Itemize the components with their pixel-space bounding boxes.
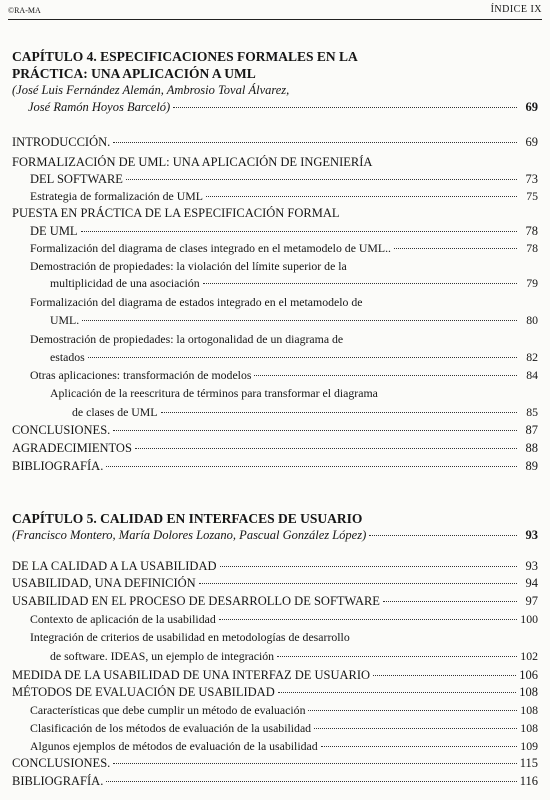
toc-entry[interactable] [30,171,538,188]
leader-dots [369,535,517,536]
toc-entry-page: 88 [525,441,538,455]
toc-entry[interactable] [30,738,538,755]
leader-dots [219,619,517,620]
toc-entry[interactable] [30,240,538,257]
toc-entry-title: PUESTA EN PRÁCTICA DE LA ESPECIFICACIÓN FORMAL [12,206,340,220]
leader-dots [321,746,517,747]
chapter-4-authors-row [12,99,538,116]
toc-entry-page: 106 [519,668,538,682]
toc-entry-title: INTRODUCCIÓN. [12,135,111,149]
toc-entry[interactable] [72,404,538,421]
toc-entry[interactable] [12,667,538,684]
toc-entry-title: DEL SOFTWARE [30,172,123,186]
toc-entry-title: UML. [50,313,80,327]
toc-entry[interactable] [30,294,538,311]
leader-dots [126,179,517,180]
toc-entry-page: 80 [526,313,538,327]
toc-entry-title: BIBLIOGRAFÍA. [12,459,104,473]
leader-dots [199,583,517,584]
toc-entry[interactable] [50,648,538,665]
toc-entry-page: 94 [525,576,538,590]
toc-entry-title: Formalización del diagrama de clases integrado en el metamodelo de UML.. [30,241,391,255]
leader-dots [88,357,517,358]
toc-entry-title: DE LA CALIDAD A LA USABILIDAD [12,559,217,573]
copyright-label: ©RA-MA [8,6,41,15]
toc-entry-page: 108 [520,703,538,717]
toc-entry-title: FORMALIZACIÓN DE UML: UNA APLICACIÓN DE INGENIERÍA [12,155,373,169]
leader-dots [308,710,517,711]
chapter-4-title-line-1: CAPÍTULO 4. ESPECIFICACIONES FORMALES EN LA [12,49,358,64]
toc-entry-title: Integración de criterios de usabilidad en metodologías de desarrollo [30,630,350,644]
toc-entry-title: CONCLUSIONES. [12,756,111,770]
toc-entry-title: Contexto de aplicación de la usabilidad [30,612,216,626]
toc-entry-title: DE UML [30,224,78,238]
chapter-4-authors-line-2: José Ramón Hoyos Barceló) [28,100,171,114]
toc-entry-page: 100 [520,612,538,626]
toc-entry[interactable] [30,702,538,719]
toc-entry[interactable] [30,223,538,240]
toc-entry-page: 75 [526,189,538,203]
toc-entry-page: 108 [519,685,538,699]
toc-entry-page: 78 [525,224,538,238]
leader-dots [113,763,516,764]
toc-entry-page: 108 [520,721,538,735]
toc-entry[interactable] [12,755,538,772]
toc-entry-title: Clasificación de los métodos de evaluación de la usabilidad [30,721,312,735]
chapter-4-heading [12,48,538,116]
toc-entry-title: Demostración de propiedades: la ortogonalidad de un diagrama de [30,332,344,346]
chapter-5-heading [12,510,538,544]
toc-entry[interactable] [30,331,538,348]
toc-entry[interactable] [50,275,538,292]
leader-dots [113,142,517,143]
leader-dots [254,375,517,376]
toc-entry[interactable] [30,629,538,646]
toc-entry-title: de software. IDEAS, un ejemplo de integración [50,649,275,663]
leader-dots [278,692,517,693]
toc-entry[interactable] [12,422,538,439]
leader-dots [82,320,517,321]
toc-entry-title: USABILIDAD, UNA DEFINICIÓN [12,576,196,590]
toc-entry[interactable] [50,312,538,329]
leader-dots [314,728,517,729]
toc-entry-page: 82 [526,350,538,364]
toc-entry-title: MEDIDA DE LA USABILIDAD DE UNA INTERFAZ DE USUARIO [12,668,371,682]
toc-entry[interactable] [12,558,538,575]
leader-dots [277,656,517,657]
leader-dots [106,781,516,782]
toc-entry-page: 85 [526,405,538,419]
toc-entry[interactable] [12,205,538,222]
toc-entry-title: Aplicación de la reescritura de términos para transformar el diagrama [50,386,378,400]
toc-entry[interactable] [30,258,538,275]
leader-dots [373,675,516,676]
toc-entry-page: 93 [525,559,538,573]
leader-dots [81,231,517,232]
page-index-label: ÍNDICE IX [490,4,542,15]
toc-entry-title: AGRADECIMIENTOS [12,441,132,455]
toc-entry[interactable] [50,349,538,366]
toc-entry[interactable] [30,611,538,628]
leader-dots [206,196,517,197]
toc-entry-page: 89 [525,459,538,473]
leader-dots [106,466,517,467]
leader-dots [173,107,517,108]
toc-entry-page: 87 [525,423,538,437]
toc-entry-title: Otras aplicaciones: transformación de modelos [30,368,252,382]
chapter-4-page: 69 [525,100,538,114]
toc-entry[interactable] [12,684,538,701]
toc-entry-page: 78 [526,241,538,255]
toc-entry-title: Formalización del diagrama de estados integrado en el metamodelo de [30,295,363,309]
toc-entry-title: Características que debe cumplir un método de evaluación [30,703,306,717]
leader-dots [135,448,517,449]
toc-entry-page: 73 [525,172,538,186]
toc-entry-page: 69 [525,135,538,149]
toc-entry[interactable] [12,134,538,151]
leader-dots [394,248,517,249]
toc-entry[interactable] [12,593,538,610]
toc-entry-title: Estrategia de formalización de UML [30,189,203,203]
toc-entry-title: CONCLUSIONES. [12,423,111,437]
chapter-5-title: CAPÍTULO 5. CALIDAD EN INTERFACES DE USUARIO [12,511,363,526]
toc-entry[interactable] [30,367,538,384]
toc-entry-title: multiplicidad de una asociación [50,276,200,290]
toc-entry[interactable] [12,440,538,457]
chapter-4-authors-line-1: (José Luis Fernández Alemán, Ambrosio Toval Álvarez, [12,83,290,97]
toc-entry-page: 97 [525,594,538,608]
leader-dots [383,601,517,602]
toc-entry-title: estados [50,350,85,364]
toc-entry[interactable] [12,773,538,790]
toc-entry-page: 84 [526,368,538,382]
running-header [8,4,542,18]
toc-entry[interactable] [12,154,538,171]
toc-entry-title: USABILIDAD EN EL PROCESO DE DESARROLLO DE SOFTWARE [12,594,380,608]
toc-entry[interactable] [30,188,538,205]
toc-entry-title: de clases de UML [72,405,158,419]
chapter-5-page: 93 [525,528,538,542]
toc-entry-page: 102 [520,649,538,663]
toc-entry-title: Algunos ejemplos de métodos de evaluación de la usabilidad [30,739,318,753]
toc-entry[interactable] [30,720,538,737]
toc-entry-page: 79 [526,276,538,290]
chapter-5-authors-row [12,527,538,544]
chapter-5-authors: (Francisco Montero, María Dolores Lozano, Pascual González López) [12,528,367,542]
toc-entry[interactable] [12,458,538,475]
toc-entry-page: 109 [520,739,538,753]
toc-entry[interactable] [12,575,538,592]
header-rule [8,19,542,20]
toc-entry[interactable] [50,385,538,402]
toc-entry-title: BIBLIOGRAFÍA. [12,774,104,788]
toc-entry-title: Demostración de propiedades: la violación del límite superior de la [30,259,347,273]
toc-entry-page: 116 [519,774,538,788]
leader-dots [220,566,517,567]
leader-dots [113,430,517,431]
toc-entry-page: 115 [519,756,538,770]
toc-entry-title: MÉTODOS DE EVALUACIÓN DE USABILIDAD [12,685,275,699]
leader-dots [161,412,518,413]
chapter-4-title-line-2: PRÁCTICA: UNA APLICACIÓN A UML [12,66,256,81]
leader-dots [203,283,517,284]
